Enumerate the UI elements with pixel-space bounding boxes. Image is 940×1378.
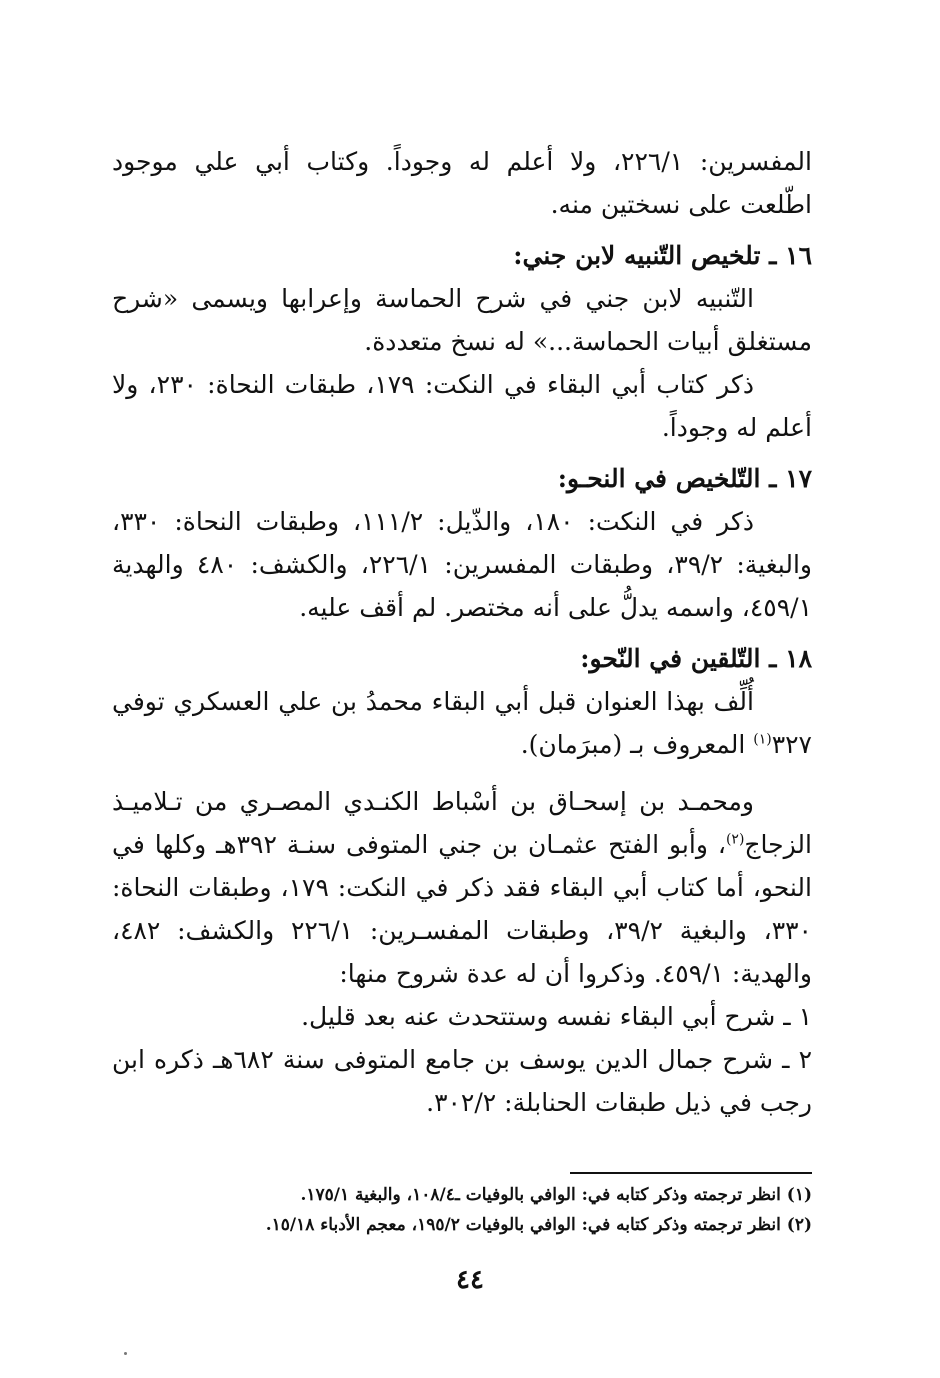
footnote-2: (٢) انظر ترجمته وذكر كتابه في: الوافي بالوفيات ١٩٥/٢، معجم الأدباء ١٥/١٨. — [265, 1215, 812, 1235]
paragraph-18a — [112, 680, 812, 766]
paragraph-18a-text: أُلِّف بهذا العنوان قبل أبي البقاء محمدُ بن علي العسكري توفي ٣٢٧ — [112, 687, 812, 759]
heading-17: ١٧ ـ التّلخيص في النحـو: — [557, 464, 812, 493]
footnote-ref-1[interactable]: (١) — [753, 731, 772, 748]
main-text — [112, 140, 812, 1124]
footnote-1: (١) انظر ترجمته وذكر كتابه في: الوافي بالوفيات ـ١٠٨/٤، والبغية ١٧٥/١. — [300, 1185, 812, 1205]
heading-18: ١٨ ـ التّلقين في النّحو: — [580, 644, 812, 673]
paragraph-16b: ذكر كتاب أبي البقاء في النكت: ١٧٩، طبقات النحاة: ٢٣٠، ولا أعلم له وجوداً. — [112, 370, 812, 442]
paragraph-17: ذكر في النكت: ١٨٠، والذّيل: ١١١/٢، وطبقات النحاة: ٣٣٠، والبغية: ٣٩/٢، وطبقات المفسرين: ٢٢٦/١، والكشف: ٤٨٠ والهدية ٤٥٩/١، واسمه يدلُّ على أنه مختصر. لم أقف عليه. — [112, 507, 812, 622]
footnotes — [112, 1180, 812, 1240]
page-number: ٤٤ — [456, 1265, 484, 1295]
paragraph-continuation: المفسرين: ٢٢٦/١، ولا أعلم له وجوداً. وكتاب أبي علي موجود اطّلعت على نسختين منه. — [112, 147, 812, 219]
paragraph-16a: التّنبيه لابن جني في شرح الحماسة وإعرابها ويسمى «شرح مستغلق أبيات الحماسة...» له نسخ متعددة. — [112, 284, 812, 356]
paragraph-18b-start: ومحمـد بن إسحـاق بن أسْباط الكنـدي المصـري من تـلاميـذ الزجاج — [112, 787, 812, 859]
footnote-ref-2[interactable]: (٢) — [725, 831, 745, 848]
paragraph-18a-end: المعروف بـ (مبرَمان). — [520, 730, 754, 759]
list-item-1: ١ ـ شرح أبي البقاء نفسه وستتحدث عنه بعد قليل. — [301, 1002, 812, 1031]
footnote-divider — [570, 1172, 812, 1174]
heading-16: ١٦ ـ تلخيص التّنبيه لابن جني: — [513, 241, 812, 270]
scan-speck — [124, 1352, 127, 1355]
paragraph-18b-end: ، وأبو الفتح عثمـان بن جني المتوفى سنـة ٣٩٢هـ وكلها في النحو، أما كتاب أبي البقاء فقد ذكر في النكت: ١٧٩، وطبقات النحاة: ٣٣٠، والبغية ٣٩/٢، وطبقات المفسـرين: ٢٢٦/١ والكشف: ٤٨٢، والهدية: ٤٥٩/١. وذكروا أن له عدة شروح منها: — [112, 830, 812, 988]
list-item-2: ٢ ـ شرح جمال الدين يوسف بن جامع المتوفى سنة ٦٨٢هـ ذكره ابن رجب في ذيل طبقات الحنابلة: ٣٠٢/٢. — [112, 1045, 813, 1117]
paragraph-18b — [112, 780, 812, 995]
